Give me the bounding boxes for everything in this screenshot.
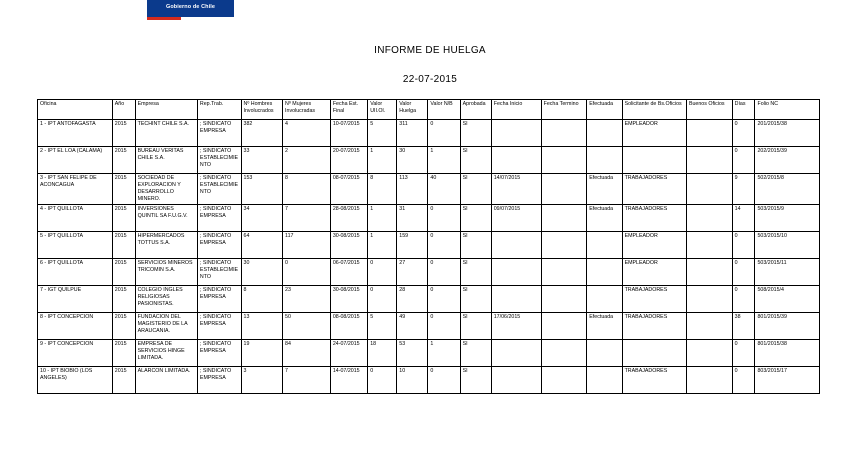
table-cell: 803/2015/17	[755, 367, 820, 394]
table-cell: 0	[428, 232, 460, 259]
table-header-row	[38, 100, 820, 120]
table-cell: TRABAJADORES	[622, 205, 686, 232]
table-cell: 28	[397, 286, 428, 313]
table-cell: 10	[397, 367, 428, 394]
table-cell: 502/2015/8	[755, 174, 820, 205]
table-cell: FUNDACION DEL MAGISTERIO DE LA ARAUCANIA.	[135, 313, 197, 340]
table-cell: 3	[241, 367, 283, 394]
table-cell: 0	[428, 313, 460, 340]
table-cell: 503/2015/10	[755, 232, 820, 259]
column-header: Efectuada	[587, 100, 622, 120]
table-cell: ; SINDICATO ESTABLECIMIENTO	[197, 174, 241, 205]
table-cell: 8	[283, 174, 331, 205]
report-date: 22-07-2015	[402, 74, 458, 85]
table-cell: 24-07/2015	[330, 340, 367, 367]
table-cell: 06-07/2015	[330, 259, 367, 286]
table-cell: 0	[283, 259, 331, 286]
table-cell: TRABAJADORES	[622, 174, 686, 205]
table-cell: 0	[428, 286, 460, 313]
column-header: Empresa	[135, 100, 197, 120]
column-header: Valor Huelga	[397, 100, 428, 120]
table-cell: 1 - IPT ANTOFAGASTA	[38, 120, 113, 147]
table-cell: 1	[368, 232, 397, 259]
table-cell: 503/2015/9	[755, 205, 820, 232]
table-cell: 1	[368, 205, 397, 232]
table-cell: 2015	[112, 259, 135, 286]
table-row	[38, 313, 820, 340]
table-cell: SI	[460, 313, 491, 340]
table-cell: 53	[397, 340, 428, 367]
table-cell: 0	[368, 259, 397, 286]
table-cell: 5 - IPT QUILLOTA	[38, 232, 113, 259]
table-cell: ; SINDICATO EMPRESA	[197, 313, 241, 340]
table-cell: 153	[241, 174, 283, 205]
table-cell: ; SINDICATO EMPRESA	[197, 367, 241, 394]
table-cell: 28-08/2015	[330, 205, 367, 232]
table-cell: 30-08/2015	[330, 232, 367, 259]
table-cell: 9	[732, 174, 755, 205]
table-cell	[491, 340, 541, 367]
table-cell: 0	[732, 120, 755, 147]
table-cell: 49	[397, 313, 428, 340]
table-cell: SI	[460, 367, 491, 394]
table-cell: 0	[732, 286, 755, 313]
table-cell: 4	[283, 120, 331, 147]
table-cell: SERVICIOS MINEROS TRICOMIN S.A.	[135, 259, 197, 286]
table-cell: SI	[460, 259, 491, 286]
gobierno-logo	[147, 0, 234, 20]
table-row	[38, 259, 820, 286]
table-cell: 382	[241, 120, 283, 147]
table-cell: 7	[283, 367, 331, 394]
table-cell: ; SINDICATO EMPRESA	[197, 286, 241, 313]
table-cell: 801/2015/39	[755, 313, 820, 340]
table-cell: SI	[460, 205, 491, 232]
table-row	[38, 120, 820, 147]
table-cell	[541, 286, 587, 313]
table-cell: 5	[368, 120, 397, 147]
table-cell: 08-07/2015	[330, 174, 367, 205]
table-row	[38, 367, 820, 394]
column-header: Solicitante de Bs.Oficios	[622, 100, 686, 120]
table-cell: 30-08/2015	[330, 286, 367, 313]
column-header: Aprobada	[460, 100, 491, 120]
table-cell: 30	[397, 147, 428, 174]
table-cell: ; SINDICATO ESTABLECIMIENTO	[197, 147, 241, 174]
table-cell: 5	[368, 313, 397, 340]
table-cell	[491, 286, 541, 313]
table-cell	[491, 232, 541, 259]
table-cell: SI	[460, 232, 491, 259]
table-cell: 10 - IPT BIOBIO (LOS ANGELES)	[38, 367, 113, 394]
table-cell: TRABAJADORES	[622, 367, 686, 394]
table-cell: 31	[397, 205, 428, 232]
table-cell: 34	[241, 205, 283, 232]
logo-text: Gobierno de Chile	[165, 4, 216, 10]
table-cell: 27	[397, 259, 428, 286]
table-cell	[587, 232, 622, 259]
table-cell: 0	[732, 259, 755, 286]
table-cell: 1	[428, 340, 460, 367]
table-cell	[622, 340, 686, 367]
table-cell: ; SINDICATO EMPRESA	[197, 232, 241, 259]
table-cell: TECHINT CHILE S.A.	[135, 120, 197, 147]
column-header: Oficina	[38, 100, 113, 120]
table-cell: 201/2015/38	[755, 120, 820, 147]
table-cell: 0	[732, 147, 755, 174]
table-cell	[686, 205, 732, 232]
table-cell: 0	[368, 367, 397, 394]
table-cell: 8	[368, 174, 397, 205]
table-cell: Efectuada	[587, 174, 622, 205]
table-cell	[491, 147, 541, 174]
table-cell: SOCIEDAD DE EXPLORACION Y DESARROLLO MINERO.	[135, 174, 197, 205]
column-header: Año	[112, 100, 135, 120]
table-cell: 33	[241, 147, 283, 174]
table-cell: 2015	[112, 340, 135, 367]
table-cell: 13	[241, 313, 283, 340]
table-cell: 8	[241, 286, 283, 313]
table-cell: 311	[397, 120, 428, 147]
table-cell: 2015	[112, 147, 135, 174]
table-cell: 0	[732, 232, 755, 259]
table-cell: 117	[283, 232, 331, 259]
table-cell	[686, 120, 732, 147]
table-cell: 2 - IPT EL LOA (CALAMA)	[38, 147, 113, 174]
table-cell: 30	[241, 259, 283, 286]
table-cell: ALARCON LIMITADA.	[135, 367, 197, 394]
table-cell	[686, 313, 732, 340]
table-cell: 64	[241, 232, 283, 259]
column-header: Rep.Trab.	[197, 100, 241, 120]
table-cell	[622, 147, 686, 174]
table-cell: 2015	[112, 232, 135, 259]
table-cell: 14	[732, 205, 755, 232]
table-cell: 09/07/2015	[491, 205, 541, 232]
table-row	[38, 147, 820, 174]
table-cell: 2015	[112, 120, 135, 147]
table-cell: 19	[241, 340, 283, 367]
table-cell	[686, 367, 732, 394]
column-header: Nº Mujeres Involucradas	[283, 100, 331, 120]
table-cell	[686, 259, 732, 286]
table-cell	[686, 340, 732, 367]
logo-flag-red	[147, 17, 181, 20]
table-cell: EMPLEADOR	[622, 259, 686, 286]
table-cell	[587, 259, 622, 286]
table-cell: TRABAJADORES	[622, 286, 686, 313]
table-cell: 14/07/2015	[491, 174, 541, 205]
column-header: Fecha Inicio	[491, 100, 541, 120]
table-cell	[686, 286, 732, 313]
table-cell: 1	[428, 147, 460, 174]
table-cell: 2015	[112, 367, 135, 394]
table-cell	[587, 147, 622, 174]
table-cell	[686, 174, 732, 205]
table-row	[38, 205, 820, 232]
table-cell: 8 - IPT CONCEPCION	[38, 313, 113, 340]
table-cell: SI	[460, 120, 491, 147]
column-header: Buenos Oficios	[686, 100, 732, 120]
table-cell: 18	[368, 340, 397, 367]
table-cell	[541, 147, 587, 174]
table-cell	[541, 313, 587, 340]
table-cell: 6 - IPT QUILLOTA	[38, 259, 113, 286]
column-header: Fecha Termino	[541, 100, 587, 120]
table-cell	[686, 232, 732, 259]
table-cell: TRABAJADORES	[622, 313, 686, 340]
table-cell: SI	[460, 286, 491, 313]
table-cell: 2015	[112, 286, 135, 313]
table-cell: 508/2015/4	[755, 286, 820, 313]
table-cell: 0	[368, 286, 397, 313]
table-cell	[587, 340, 622, 367]
table-cell	[541, 340, 587, 367]
logo-flag-white	[181, 17, 234, 20]
column-header: Valor N/B	[428, 100, 460, 120]
table-row	[38, 286, 820, 313]
table-cell	[587, 120, 622, 147]
column-header: Días	[732, 100, 755, 120]
table-cell: 9 - IPT CONCEPCION	[38, 340, 113, 367]
table-cell: EMPRESA DE SERVICIOS HINGE LIMITADA.	[135, 340, 197, 367]
table-cell: 08-08/2015	[330, 313, 367, 340]
table-cell: 0	[428, 205, 460, 232]
table-cell: 50	[283, 313, 331, 340]
table-row	[38, 232, 820, 259]
table-cell: EMPLEADOR	[622, 232, 686, 259]
table-cell: SI	[460, 340, 491, 367]
table-cell: 159	[397, 232, 428, 259]
table-cell: 40	[428, 174, 460, 205]
table-cell: 0	[428, 367, 460, 394]
table-cell: 20-07/2015	[330, 147, 367, 174]
table-cell	[587, 367, 622, 394]
table-cell: 3 - IPT SAN FELIPE DE ACONCAGUA	[38, 174, 113, 205]
table-cell: 17/06/2015	[491, 313, 541, 340]
table-cell: 2	[283, 147, 331, 174]
table-cell: 113	[397, 174, 428, 205]
table-cell: 14-07/2015	[330, 367, 367, 394]
table-cell: BUREAU VERITAS CHILE S.A.	[135, 147, 197, 174]
table-cell	[686, 147, 732, 174]
table-cell: HIPERMERCADOS TOTTUS S.A.	[135, 232, 197, 259]
table-cell: 801/2015/38	[755, 340, 820, 367]
table-cell: SI	[460, 147, 491, 174]
table-cell: 23	[283, 286, 331, 313]
table-cell: ; SINDICATO ESTABLECIMIENTO	[197, 259, 241, 286]
column-header: Nº Hombres Involucrados	[241, 100, 283, 120]
table-cell	[587, 286, 622, 313]
table-cell: EMPLEADOR	[622, 120, 686, 147]
table-cell	[541, 259, 587, 286]
table-row	[38, 174, 820, 205]
table-cell: ; SINDICATO EMPRESA	[197, 205, 241, 232]
table-cell: ; SINDICATO EMPRESA	[197, 120, 241, 147]
table-cell: SI	[460, 174, 491, 205]
table-cell	[541, 205, 587, 232]
column-header: Valor UII.Ol.	[368, 100, 397, 120]
table-cell: 0	[428, 120, 460, 147]
report-title: INFORME DE HUELGA	[374, 45, 486, 56]
table-cell: 0	[732, 340, 755, 367]
table-cell: INVERSIONES QUINTIL SA F.U.G.V.	[135, 205, 197, 232]
table-cell	[491, 367, 541, 394]
table-row	[38, 340, 820, 367]
table-cell: 2015	[112, 205, 135, 232]
table-cell: 38	[732, 313, 755, 340]
table-cell: 10-07/2015	[330, 120, 367, 147]
column-header: Fecha Est. Final	[330, 100, 367, 120]
table-cell: 2015	[112, 174, 135, 205]
table-cell	[541, 367, 587, 394]
table-cell: 503/2015/11	[755, 259, 820, 286]
table-cell: 202/2015/39	[755, 147, 820, 174]
table-cell: COLEGIO INGLES RELIGIOSAS PASIONISTAS.	[135, 286, 197, 313]
table-cell: Efectuada	[587, 313, 622, 340]
table-cell: 7	[283, 205, 331, 232]
table-cell	[491, 259, 541, 286]
table-cell: 1	[368, 147, 397, 174]
table-cell: 2015	[112, 313, 135, 340]
table-cell: Efectuada	[587, 205, 622, 232]
table-cell	[491, 120, 541, 147]
strike-report-table	[37, 99, 820, 394]
column-header: Folio NC	[755, 100, 820, 120]
table-cell: 7 - IGT QUILPUE	[38, 286, 113, 313]
table-cell: ; SINDICATO EMPRESA	[197, 340, 241, 367]
table-cell: 0	[428, 259, 460, 286]
table-cell	[541, 232, 587, 259]
table-cell: 84	[283, 340, 331, 367]
table-cell	[541, 174, 587, 205]
table-cell: 0	[732, 367, 755, 394]
table-cell	[541, 120, 587, 147]
table-cell: 4 - IPT QUILLOTA	[38, 205, 113, 232]
